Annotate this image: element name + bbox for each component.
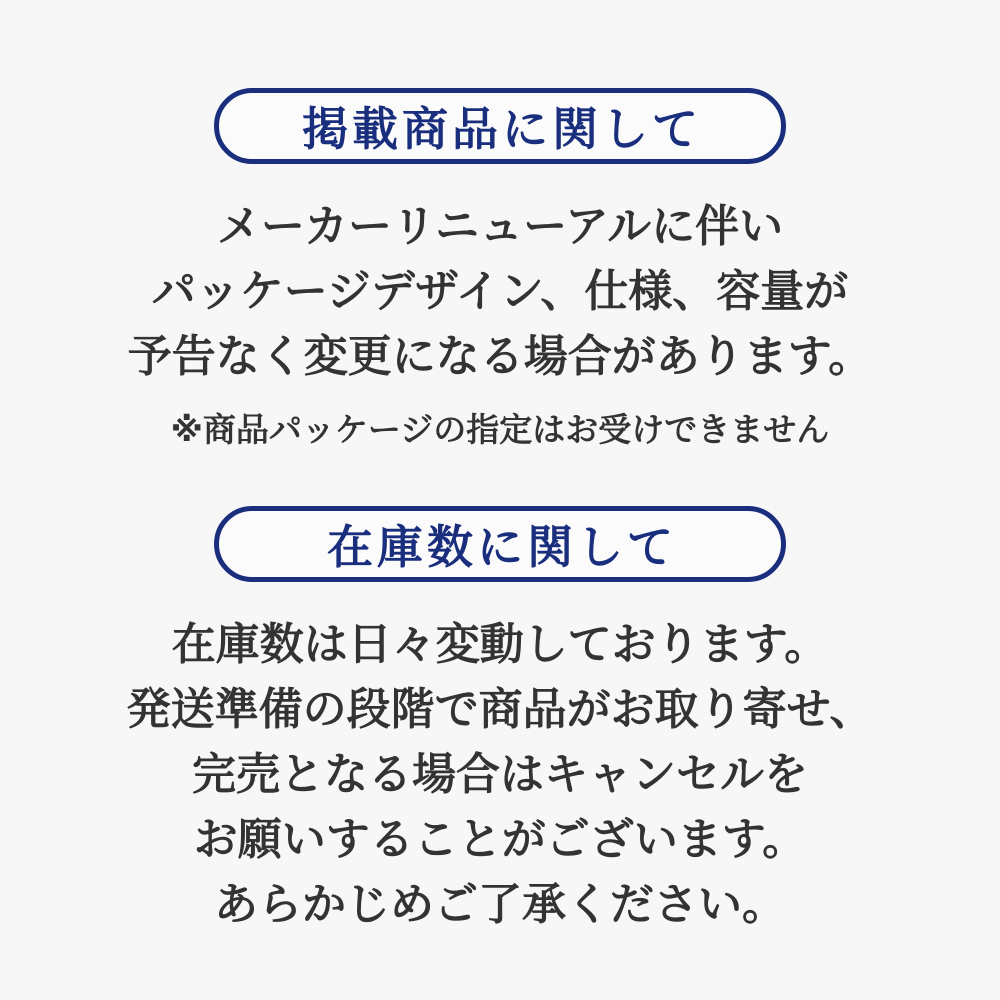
notice-line: 発送準備の段階で商品がお取り寄せ、 (126, 685, 874, 734)
notice-line: あらかじめご了承ください。 (214, 880, 786, 929)
notice-line: 在庫数は日々変動しております。 (171, 620, 829, 669)
notice-line: お願いすることがございます。 (193, 815, 807, 864)
package-spec-note: ※商品パッケージの指定はお受けできません (170, 411, 830, 448)
section-heading-stock-quantity (214, 506, 786, 582)
notice-line: パッケージデザイン、仕様、容量が (151, 267, 849, 316)
section-heading-listed-products (214, 88, 786, 164)
notice-line: 予告なく変更になる場合があります。 (127, 332, 873, 381)
listed-products-notice-text (128, 194, 872, 389)
section-heading-listed-products-label: 掲載商品に関して (302, 103, 702, 155)
notice-line: 完売となる場合はキャンセルを (192, 750, 808, 799)
section-heading-stock-quantity-label: 在庫数に関して (327, 521, 677, 573)
notice-line: メーカーリニューアルに伴い (216, 202, 784, 251)
stock-quantity-notice-text (127, 612, 874, 937)
